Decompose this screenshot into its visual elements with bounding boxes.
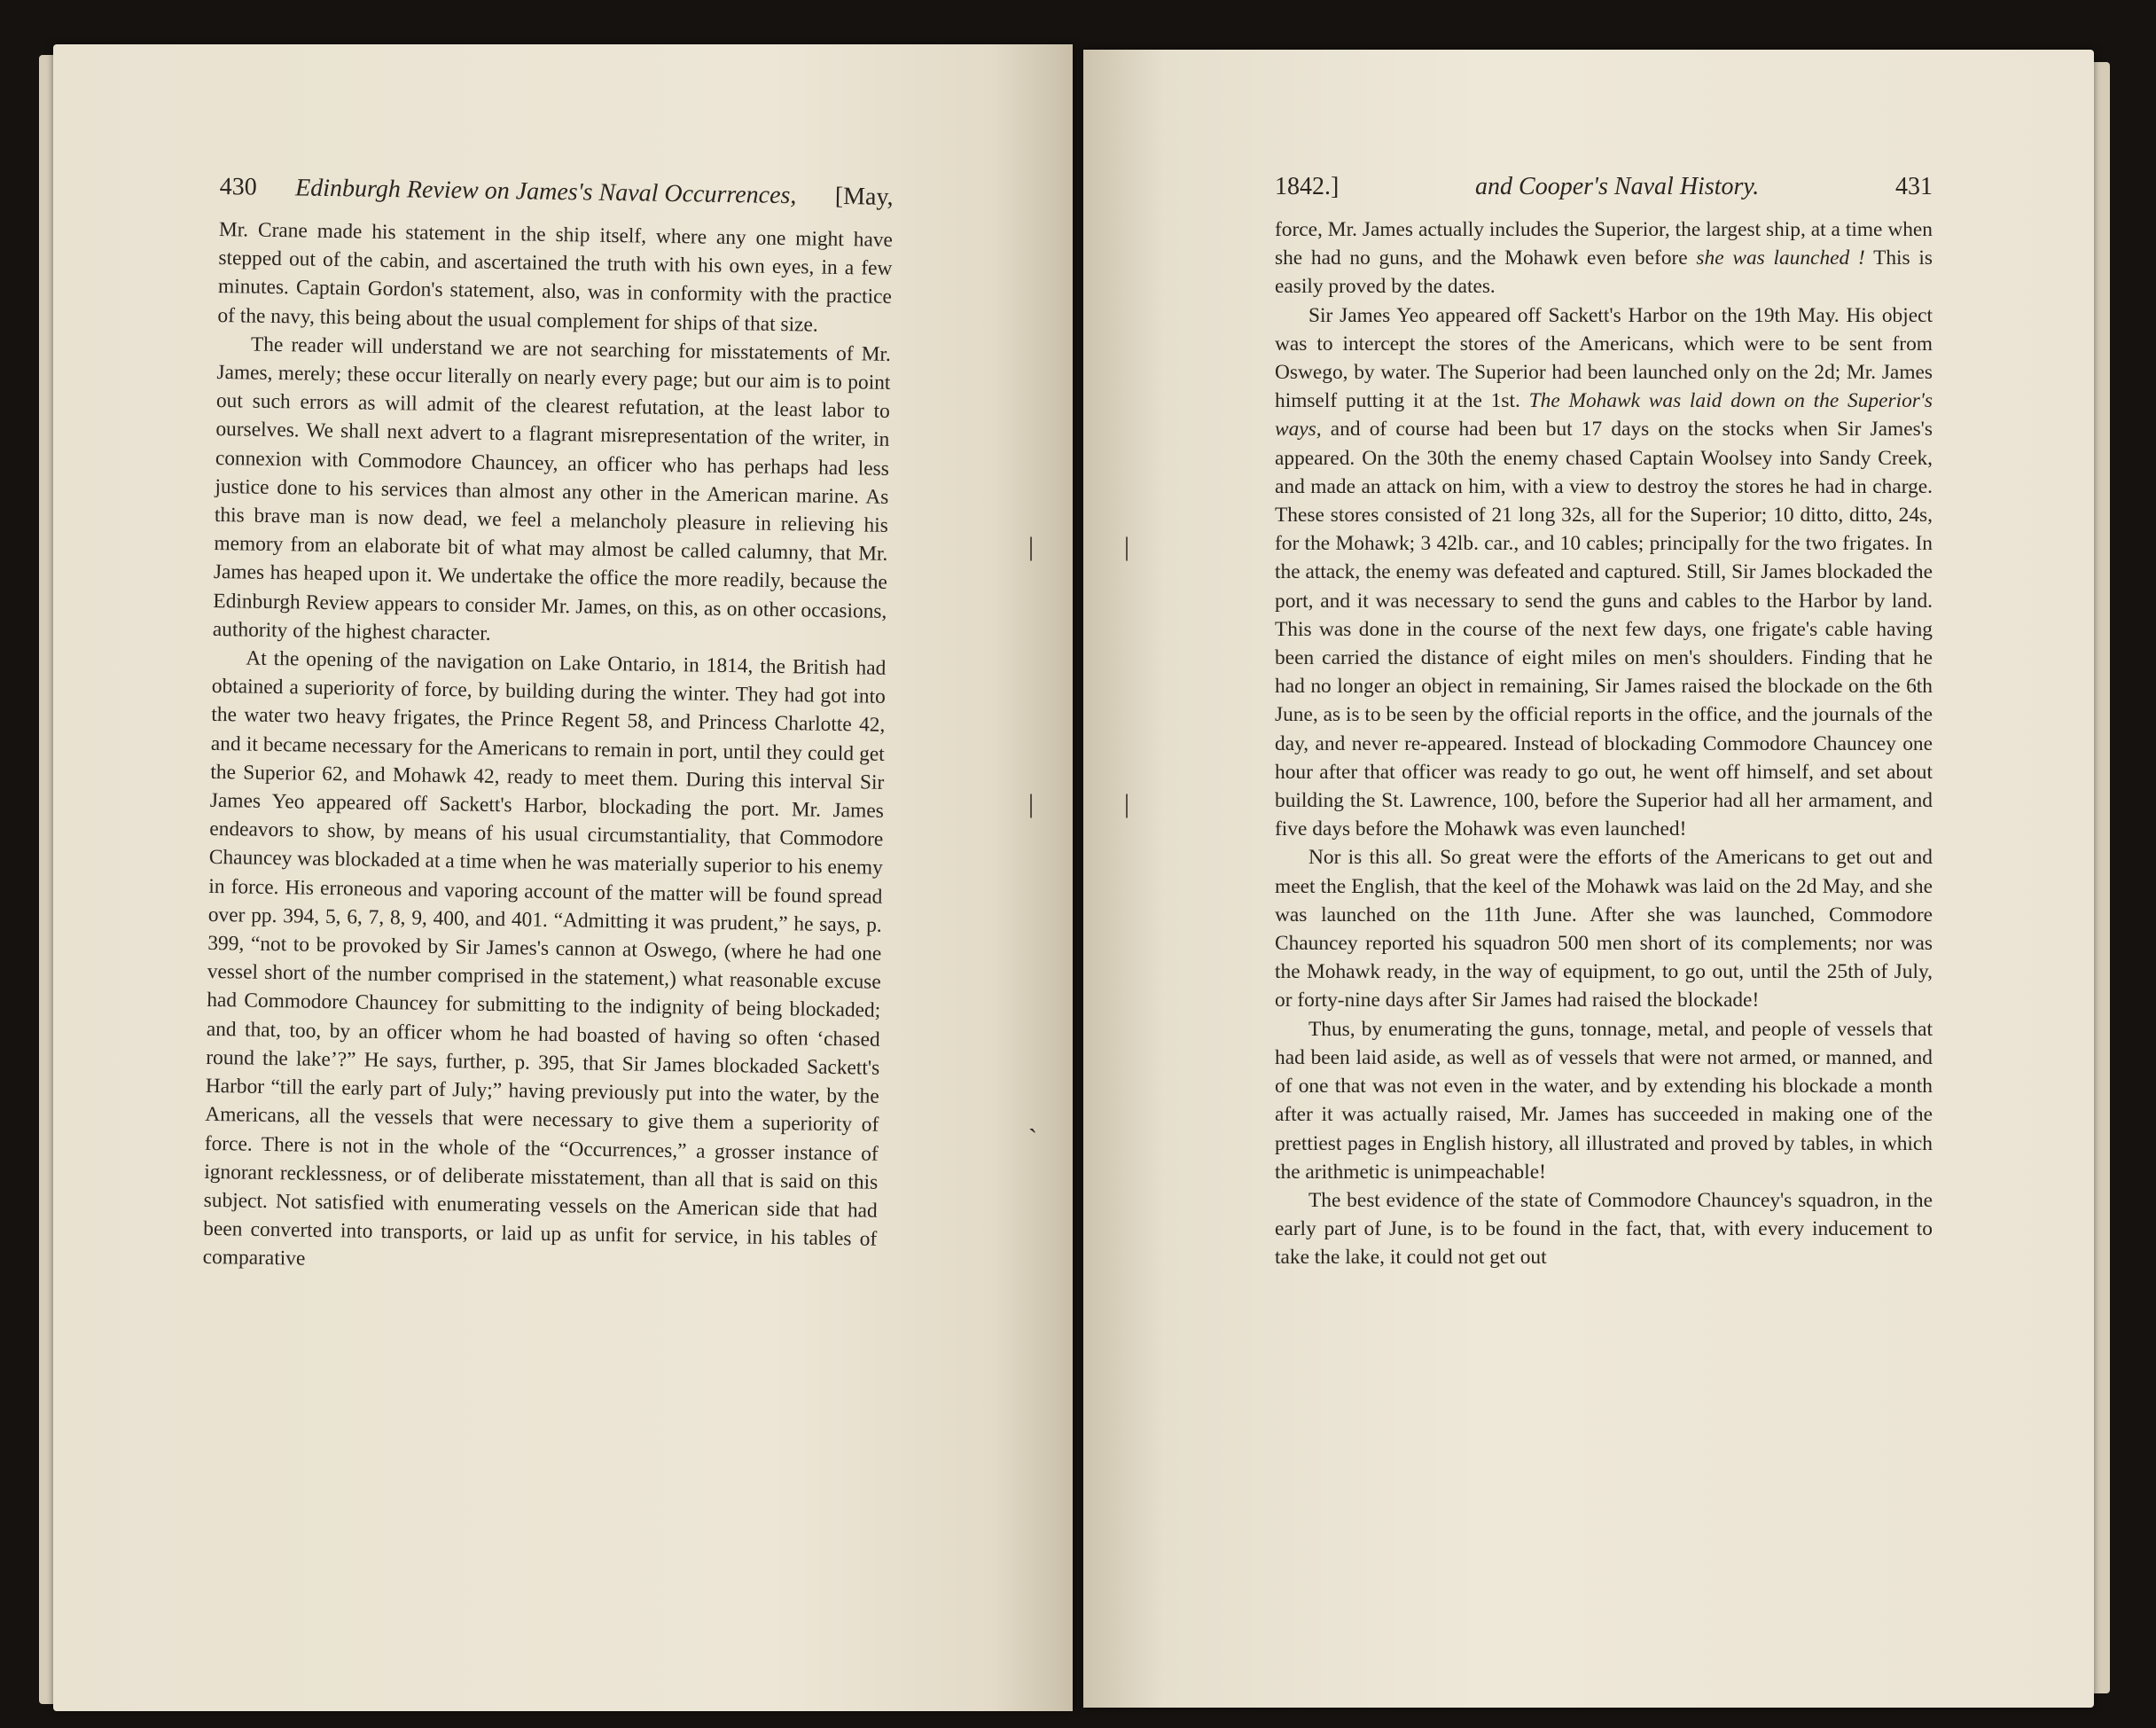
paragraph: Nor is this all. So great were the efforts of the Americans to get out and meet the English, that the keel of the Mohawk was laid on the 2d May, and she was launched on the 11th June. After she was launched, Commodore Chauncey reported his squadron 500 men short of its complements; nor was the Mohawk ready, in the way of equipment, to go out, until the 25th of July, or forty-nine days after Sir James had raised the blockade! xyxy=(1275,846,1933,1013)
gutter-stitch-mark: | xyxy=(1124,532,1130,561)
text-run: Sir James Yeo appeared off Sackett's Harbor on the 19th May. His object was to intercept the stores of the Americans, which were to be sent from Oswego, by water. The Superior had been launched only on the 2d; Mr. James himself putting it at the 1st. xyxy=(1275,303,1933,413)
right-running-head xyxy=(1275,173,1933,201)
italic-text-run: she was launched ! xyxy=(1696,246,1865,270)
paragraph xyxy=(1275,301,1933,844)
right-running-title: and Cooper's Naval History. xyxy=(1475,173,1760,200)
gutter-stitch-mark: | xyxy=(1124,789,1130,818)
left-running-date: [May, xyxy=(834,182,894,211)
right-page-number: 431 xyxy=(1895,173,1933,200)
left-page-text xyxy=(203,173,894,1282)
text-run: This is easily proved by the dates. xyxy=(1275,246,1933,299)
gutter-stitch-mark: ˎ xyxy=(1028,1104,1037,1133)
left-page-number: 430 xyxy=(219,173,257,201)
paragraph: Thus, by enumerating the guns, tonnage, metal, and people of vessels that had been laid aside, as well as of vessels that were not armed, or manned, and of one that was not even in the water, and by extending his blockade a month after it was actually raised, Mr. James has succeeded in making one of the prettiest pages in English history, all illustrated and proved by tables, in which the arithmetic is unimpeachable! xyxy=(1275,1017,1933,1184)
paragraph: Mr. Crane made his statement in the ship itself, where any one might have stepped out of the cabin, and ascertained the truth with his own eyes, in a few minutes. Captain Gordon's statement, also, was in conformity with the practice of the navy, this being about the usual complement for ships of that size. xyxy=(217,217,894,337)
text-run: and of course had been but 17 days on the stocks when Sir James's appeared. On the 30th the enemy chased Captain Woolsey into Sandy Creek, and made an attack on him, with a view to destroy the stores he had in charge. These stores consisted of 21 long 32s, all for the Superior; 10 ditto, ditto, 24s, for the Mohawk; 3 42lb. car., and 10 cables; principally for the two frigates. In the attack, the enemy was defeated and captured. Still, Sir James blockaded the port, and it was necessary to send the guns and cables to the Harbor by land. This was done in the course of the next few days, one frigate's cable having been carried the distance of eight miles on men's shoulders. Finding that he had no longer an object in remaining, Sir James raised the blockade on the 6th June, as is to be seen by the official reports in the office, and the journals of the day, and never re-appeared. Instead of blockading Commodore Chauncey one hour after that officer was ready to go out, he went off himself, and set about building the St. Lawrence, 100, before the Superior had all her armament, and five days before the Mohawk was even launched! xyxy=(1275,418,1933,841)
italic-text-run: The Mohawk was laid down on the Superior's ways, xyxy=(1275,389,1933,442)
text-run: force, Mr. James actually includes the Superior, the largest ship, at a time when she had no guns, and the Mohawk even before xyxy=(1275,218,1933,270)
right-page-text xyxy=(1275,173,1933,1272)
gutter-stitch-mark: | xyxy=(1028,789,1035,818)
paragraph: The best evidence of the state of Commodore Chauncey's squadron, in the early part of June, is to be found in the fact, that, with every inducement to take the lake, it could not get out xyxy=(1275,1188,1933,1270)
right-running-date: 1842.] xyxy=(1275,173,1340,200)
paragraph xyxy=(1275,215,1933,301)
paragraph: At the opening of the navigation on Lake Ontario, in 1814, the British had obtained a superiority of force, by building during the winter. They had got into the water two heavy frigates, the Prince Regent 58, and Princess Charlotte 42, and it became necessary for the Americans to remain in port, until they could get the Superior 62, and Mohawk 42, ready to meet them. During this interval Sir James Yeo appeared off Sackett's Harbor, blockading the port. Mr. James endeavors to show, by means of his usual circumstantiality, that Commodore Chauncey was blockaded at a time when he was materially superior to his enemy in force. His erroneous and vaporing account of the matter will be found spread over pp. 394, 5, 6, 7, 8, 9, 400, and 401. “Admitting it was prudent,” he says, p. 399, “not to be provoked by Sir James's cannon at Oswego, (where he had one vessel short of the number comprised in the statement,) what reasonable excuse had Commodore Chauncey for submitting to the indignity of being blockaded; and that, too, by an officer whom he had boasted of having so often ‘chased round the lake’?” He says, further, p. 395, that Sir James blockaded Sackett's Harbor “till the early part of July;” having previously put into the water, by the Americans, all the vessels that were necessary to give them a superiority of force. There is not in the whole of the “Occurrences,” a grosser instance of ignorant recklessness, or of deliberate misstatement, than all that is said on this subject. Not satisfied with enumerating vessels on the American side that had been converted into transports, or laid up as unfit for service, in his tables of comparative xyxy=(202,646,887,1271)
left-running-title: Edinburgh Review on James's Naval Occurrences, xyxy=(294,174,797,210)
gutter-stitch-mark: | xyxy=(1028,532,1035,561)
paragraph: The reader will understand we are not searching for misstatements of Mr. James, merely; these occur literally on nearly every page; but our aim is to point out such errors as will admit of the clearest refutation, at the least labor to ourselves. We shall next advert to a flagrant misrepresentation of the writer, in connexion with Commodore Chauncey, an officer who has perhaps had less justice done to his services than almost any other in the American marine. As this brave man is now dead, we feel a melancholy pleasure in relieving his memory from an elaborate bit of what may almost be called calumny, that Mr. James has heaped upon it. We undertake the office the more readily, because the Edinburgh Review appears to consider Mr. James, on this, as on other occasions, authority of the highest character. xyxy=(212,332,892,645)
